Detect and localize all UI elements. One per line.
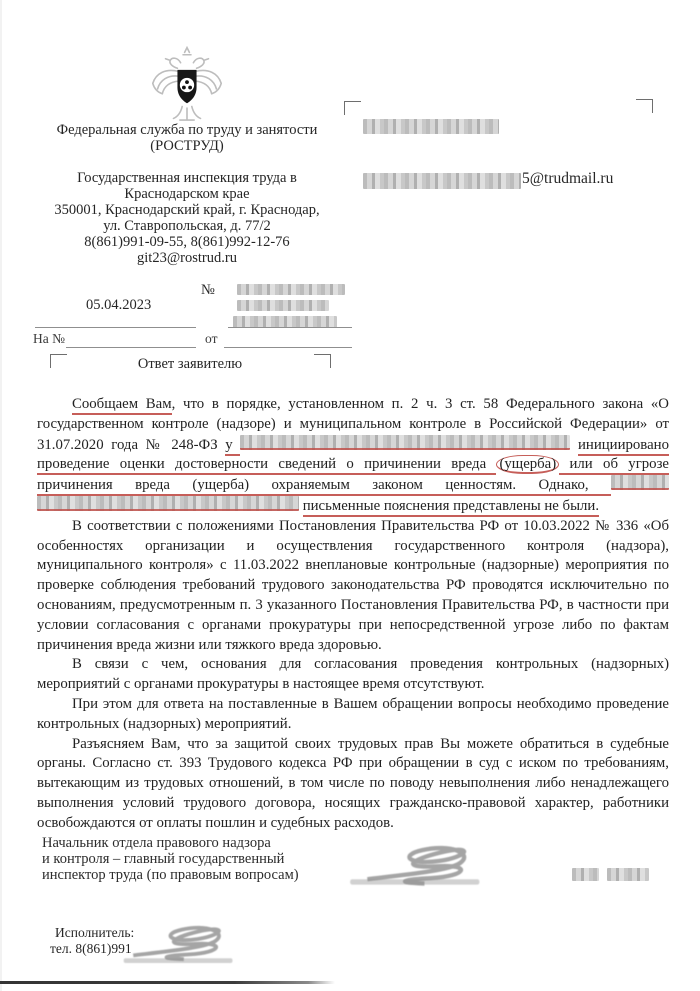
recipient-corner-bracket-right <box>636 99 653 113</box>
body-paragraph <box>37 735 669 834</box>
body-paragraph <box>37 655 669 695</box>
body-paragraph <box>37 395 669 517</box>
redacted-text <box>37 496 299 511</box>
agency-abbr: (РОСТРУД) <box>150 138 224 154</box>
signer-position-line1: Начальник отдела правового надзора <box>42 835 271 851</box>
outgoing-number-label: № <box>201 282 215 298</box>
red-underlined-text-run: Сообщаем Вам <box>72 396 172 415</box>
body-paragraph <box>37 695 669 735</box>
redacted-outgoing-number-line1 <box>237 284 345 295</box>
scan-fold-line <box>0 981 335 984</box>
incoming-from-blank-line <box>224 347 352 348</box>
letterhead-spacer <box>12 154 362 170</box>
unit-name-line2: Краснодарском крае <box>124 186 250 202</box>
red-underlined-text-run: у <box>225 437 240 456</box>
redacted-recipient-email <box>363 173 521 189</box>
red-underlined-text-run: инициировано проведение оценки достоверности сведений о причинении вреда <box>37 437 669 476</box>
incoming-from-label: от <box>205 331 218 346</box>
agency-name: Федеральная служба по труду и занятости <box>56 122 318 138</box>
incoming-number-label: На № <box>33 331 65 346</box>
agency-email: git23@rostrud.ru <box>137 250 237 266</box>
redacted-outgoing-number-line2 <box>237 300 329 311</box>
body-text-run <box>570 437 578 453</box>
signer-position-line3: инспектор труда (по правовым вопросам) <box>42 866 299 883</box>
date-underline <box>35 327 196 328</box>
redacted-signer-surname <box>607 868 649 881</box>
redacted-signer-initials <box>572 868 599 881</box>
letter-subject: Ответ заявителю <box>137 356 243 372</box>
executor-handwritten-signature <box>118 915 242 969</box>
body-paragraph <box>37 517 669 656</box>
red-underlined-text-run: или об угрозе причинения вреда (ущерба) охраняемым законом ценностям. <box>37 456 669 496</box>
number-underline <box>228 327 352 328</box>
redacted-recipient-name <box>363 119 499 134</box>
body-text-run: , что в порядке, установленном п. 2 ч. 3 ст. 58 Федерального закона «О государственном контроле (надзоре) и муниципальном контроле в Российской Федерации» от 31.07.2020 года № 248-ФЗ <box>37 396 669 453</box>
recipient-corner-bracket-left <box>344 101 361 115</box>
rostrud-coat-of-arms-icon <box>146 46 228 124</box>
body-text-run: В соответствии с положениями Постановления Правительства РФ от 10.03.2022 № 336 «Об особенностях организации и осуществления государственного контроля (надзора), муниципального контроля» с 11.03.2022 внеплановые контрольные (надзорные) мероприятия по проверке соблюдения требований трудового законодательства РФ проводятся исключительно по основаниям, предусмотренным п. 3 указанного Постановления Правительства РФ, в частности при условии согласования с органами прокуратуры при непосредственной угрозе либо по фактам причинения вреда жизни или тяжкого вреда здоровью. <box>37 517 669 653</box>
letterhead <box>12 122 362 266</box>
address-line1: 350001, Краснодарский край, г. Краснодар, <box>54 202 320 218</box>
recipient-email-visible-part: 5@trudmail.ru <box>522 170 614 187</box>
executor-label: Исполнитель: <box>55 925 135 940</box>
incoming-number-blank-line <box>66 347 196 348</box>
scan-edge-artifact <box>0 0 2 991</box>
redacted-text <box>611 475 669 490</box>
body-text-run: При этом для ответа на поставленные в Вашем обращении вопросы необходимо проведение контрольных (надзорных) мероприятий. <box>37 695 669 732</box>
signer-position <box>42 836 299 883</box>
body-text-run: Разъясняем Вам, что за защитой своих трудовых прав Вы можете обратиться в судебные органы. Согласно ст. 393 Трудового кодекса РФ при обращении в суд с иском по требованиям, вытекающим из трудовых отношений, в том числе по поводу невыполнения либо ненадлежащего выполнения условий трудового договора, носящих гражданско-правовой характер, работники освобождаются от оплаты пошлин и судебных расходов. <box>37 735 669 831</box>
body-text-run: В связи с чем, основания для согласования проведения контрольных (надзорных) мероприятий с органами прокуратуры в настоящее время отсутствуют. <box>37 656 669 693</box>
executor-phone: тел. 8(861)991 <box>50 941 132 956</box>
phone-numbers: 8(861)991-09-55, 8(861)992-12-76 <box>84 234 290 250</box>
address-line2: ул. Ставропольская, д. 77/2 <box>103 218 271 234</box>
red-underlined-text-run: (ущерба) <box>496 455 559 474</box>
body-paragraphs <box>37 395 669 834</box>
letter-date: 05.04.2023 <box>86 297 152 313</box>
signer-position-line2: и контроля – главный государственный <box>42 850 285 867</box>
handwritten-signature <box>348 834 488 890</box>
unit-name-line1: Государственная инспекция труда в <box>77 170 297 186</box>
red-underlined-text-run: письменные пояснения представлены не были. <box>303 498 599 517</box>
redacted-text <box>240 435 570 450</box>
red-underlined-text-run: Однако, <box>539 477 611 496</box>
